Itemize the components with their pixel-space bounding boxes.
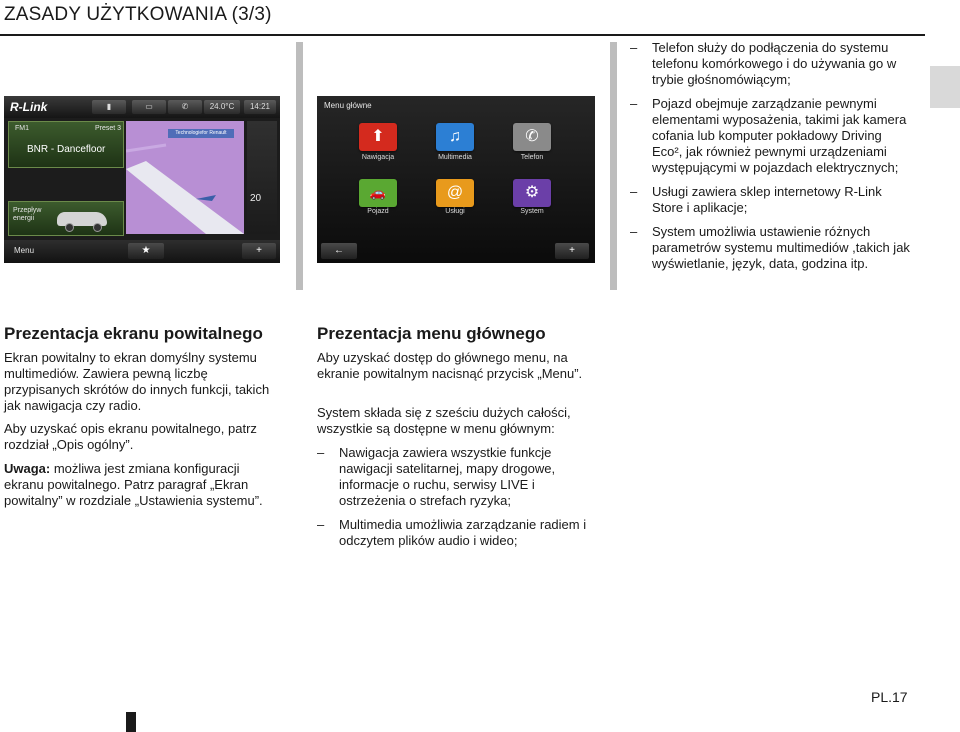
main-menu-title: Menu główne xyxy=(324,101,372,110)
home-bottom-bar xyxy=(4,240,280,263)
note-text: możliwa jest zmiana konfiguracji ekranu powitalnego. Patrz paragraf „Ekran powitalny” w rozdziale „Ustawienia systemu”. xyxy=(4,461,263,508)
menu-paragraph-2: System składa się z sześciu dużych całości, wszystkie są dostępne w menu głównym: xyxy=(317,405,571,436)
welcome-section-title: Prezentacja ekranu powitalnego xyxy=(4,324,263,343)
services-at-icon: @ xyxy=(436,179,474,207)
app-label-services: Usługi xyxy=(445,208,465,215)
clock-display: 14:21 xyxy=(244,100,276,114)
favorite-star-icon: ★ xyxy=(128,243,164,259)
column-divider-1 xyxy=(296,42,303,290)
status-button-2: ▭ xyxy=(132,100,166,114)
app-label-system: System xyxy=(520,208,544,215)
rlink-logo: R-Link xyxy=(10,100,48,114)
radio-widget xyxy=(8,121,124,168)
menu-paragraph-1: Aby uzyskać dostęp do głównego menu, na ekranie powitalnym nacisnąć przycisk „Menu”. xyxy=(317,350,583,381)
map-road-side xyxy=(126,145,166,151)
list-item-nawigacja: – Nawigacja zawiera wszystkie funkcje nawigacji satelitarnej, mapy drogowe, informacje o ruchu, serwisy LIVE i ostrzeżenia o strefach ryzyka; xyxy=(317,445,595,509)
energy-flow-label: Przepływ energii xyxy=(13,207,42,222)
gears-icon: ⚙ xyxy=(513,179,551,207)
list-item-multimedia: – Multimedia umożliwia zarządzanie radiem i odczytem plików audio i wideo; xyxy=(317,517,595,549)
car-wheel-rear xyxy=(93,223,102,232)
menu-items-list xyxy=(317,445,595,557)
radio-preset: Preset 3 xyxy=(95,125,122,132)
map-side-panel xyxy=(247,121,277,234)
car-icon: 🚗 xyxy=(359,179,397,207)
menu-section-title: Prezentacja menu głównego xyxy=(317,324,546,343)
list-item-telefon: – Telefon służy do podłączenia do systemu telefonu komórkowego i do używania go w trybie głośnomówiącym; xyxy=(630,40,912,88)
map-widget xyxy=(126,121,244,234)
map-position-marker xyxy=(196,195,216,201)
print-registration-mark xyxy=(126,712,136,732)
menu-button-label: Menu xyxy=(14,246,35,255)
welcome-paragraph-3 xyxy=(4,461,280,509)
map-road-main xyxy=(126,161,244,234)
speed-value: 20 xyxy=(250,193,262,204)
right-column-list xyxy=(630,40,912,280)
column-divider-2 xyxy=(610,42,617,290)
status-button-3: ✆ xyxy=(168,100,202,114)
status-button-1: ▮ xyxy=(92,100,126,114)
page-number: PL.17 xyxy=(871,689,908,705)
list-item-uslugi: – Usługi zawiera sklep internetowy R-Link Store i aplikacje; xyxy=(630,184,912,216)
map-label: Technologiefor Renault xyxy=(168,129,234,138)
app-label-vehicle: Pojazd xyxy=(367,208,389,215)
music-note-icon: ♫ xyxy=(436,123,474,151)
list-item-system: – System umożliwia ustawienie różnych parametrów systemu multimediów ,takich jak wyświetlanie, język, data, godzina itp. xyxy=(630,224,912,272)
welcome-paragraph-1: Ekran powitalny to ekran domyślny systemu multimediów. Zawiera pewną liczbę przypisanych skrótów do innych funkcji, takich jak nawigacja czy radio. xyxy=(4,350,270,413)
home-screen-image xyxy=(4,96,280,263)
app-label-navigation: Nawigacja xyxy=(361,154,395,161)
temperature-display: 24.0°C xyxy=(204,100,240,114)
radio-band: FM1 xyxy=(15,125,29,132)
list-item-pojazd: – Pojazd obejmuje zarządzanie pewnymi elementami wyposażenia, takimi jak kamera cofania lub komputer pokładowy Driving Eco², jak również pewnymi urządzeniami występującymi w pojazdach elektrycznych; xyxy=(630,96,912,176)
add-plus-icon: + xyxy=(555,243,589,259)
app-label-phone: Telefon xyxy=(520,154,544,161)
page-title: ZASADY UŻYTKOWANIA (3/3) xyxy=(4,4,272,25)
title-underline xyxy=(0,34,925,36)
back-arrow-icon: ← xyxy=(321,243,357,259)
energy-flow-widget xyxy=(8,201,124,236)
navigation-arrow-icon: ⬆ xyxy=(359,123,397,151)
radio-station: BNR - Dancefloor xyxy=(27,144,106,155)
car-wheel-front xyxy=(65,223,74,232)
welcome-paragraph-2: Aby uzyskać opis ekranu powitalnego, patrz rozdział „Opis ogólny”. xyxy=(4,421,257,452)
section-tab-marker xyxy=(930,66,960,108)
phone-icon: ✆ xyxy=(513,123,551,151)
add-plus-icon: + xyxy=(242,243,276,259)
main-menu-screen-image xyxy=(317,96,595,263)
note-label: Uwaga: xyxy=(4,461,51,476)
app-label-multimedia: Multimedia xyxy=(438,154,472,161)
home-status-bar xyxy=(4,96,280,118)
